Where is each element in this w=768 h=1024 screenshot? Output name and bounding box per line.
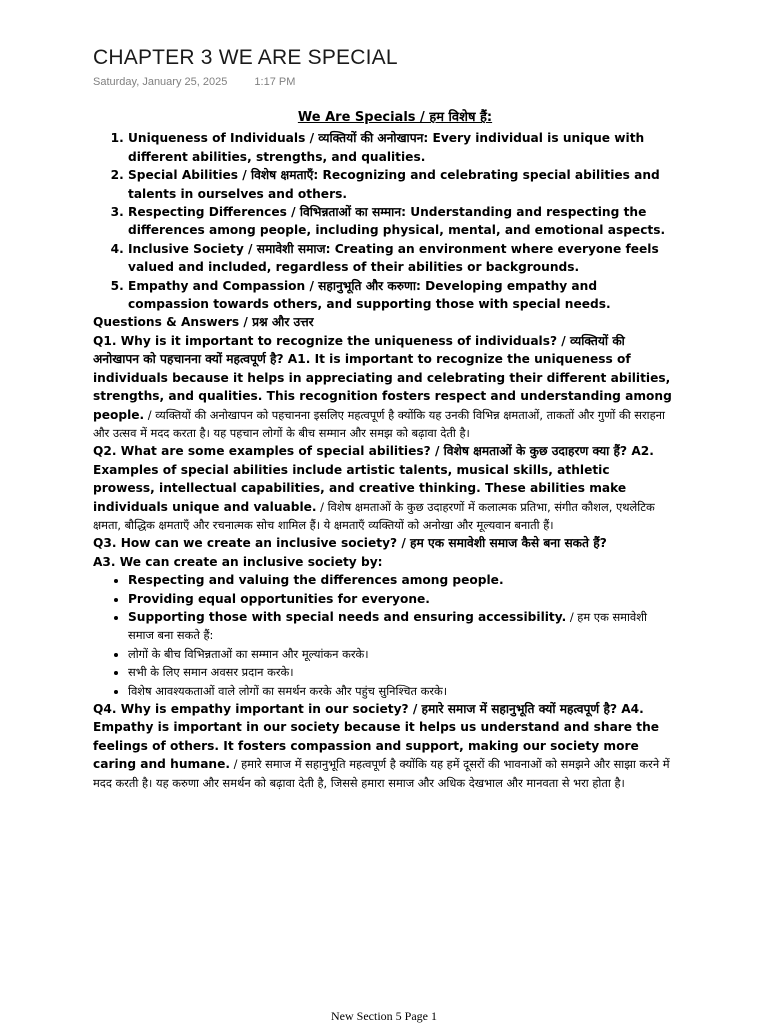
- page-date: Saturday, January 25, 2025: [93, 76, 228, 88]
- page-header: [93, 46, 398, 88]
- list-item: • सभी के लिए समान अवसर प्रदान करके।: [128, 663, 675, 681]
- list-item: 5. Empathy and Compassion / सहानुभूति और करुणा: Developing empathy and compassion towards others, and supporting those with special needs.: [128, 277, 675, 314]
- list-item: • Providing equal opportunities for everyone.: [128, 590, 675, 608]
- list-item: • लोगों के बीच विभिन्नताओं का सम्मान और मूल्यांकन करके।: [128, 645, 675, 663]
- list-item: • Respecting and valuing the differences among people.: [128, 571, 675, 589]
- qa-1-english: Q1. Why is it important to recognize the uniqueness of individuals? / व्यक्तियों की अनोखापन को पहचानना क्यों महत्वपूर्ण है? A1. It is important to recognize the uniqueness of individuals because it helps in appreciating and celebrating their different abilities, strengths, and qualities. This recognition fosters respect and understanding among people.: [93, 333, 672, 422]
- qa-2-english: Q2. What are some examples of special abilities? / विशेष क्षमताओं के कुछ उदाहरण क्या हैं? A2. Examples of special abilities include artistic talents, musical skills, athletic prowess, intellectual capabilities, and creative thinking. These abilities make individuals unique and valuable.: [93, 444, 654, 514]
- qa-3-question: Q3. How can we create an inclusive society? / हम एक समावेशी समाज कैसे बना सकते हैं?: [93, 536, 607, 551]
- qa-heading: Questions & Answers / प्रश्न और उत्तर: [93, 315, 314, 330]
- list-item: 4. Inclusive Society / समावेशी समाज: Creating an environment where everyone feels valued and included, regardless of their abilities or backgrounds.: [128, 240, 675, 277]
- list-item: 3. Respecting Differences / विभिन्नताओं का सम्मान: Understanding and respecting the differences among people, including physical, mental, and emotional aspects.: [128, 203, 675, 240]
- document-heading: We Are Specials / हम विशेष हैं:: [297, 110, 493, 125]
- bullet-english: Supporting those with special needs and ensuring accessibility.: [128, 609, 567, 624]
- list-item: 1. Uniqueness of Individuals / व्यक्तियों की अनोखापन: Every individual is unique with different abilities, strengths, and qualities.: [128, 129, 675, 166]
- qa-1-hindi: / व्यक्तियों की अनोखापन को पहचानना इसलिए महत्वपूर्ण है क्योंकि यह उनकी विभिन्न क्षमताओं, ताकतों और गुणों की सराहना और उत्सव में मदद करता है। यह पहचान लोगों के बीच सम्मान और समझ को बढ़ावा देती है।: [93, 407, 665, 440]
- list-item: • विशेष आवश्यकताओं वाले लोगों का समर्थन करके और पहुंच सुनिश्चित करके।: [128, 682, 675, 700]
- qa-block-1: [93, 332, 675, 442]
- key-points-list: [93, 129, 675, 313]
- qa-block-4: [93, 700, 675, 792]
- qa-block-2: [93, 442, 675, 534]
- qa-3-bullet-list: [93, 571, 675, 700]
- page-time: 1:17 PM: [254, 76, 296, 88]
- qa-4-english: Q4. Why is empathy important in our society? / हमारे समाज में सहानुभूति क्यों महत्वपूर्ण है? A4. Empathy is important in our society because it helps us understand and share the feelings of others. It fosters compassion and support, making our society more caring and humane.: [93, 702, 660, 772]
- note-content[interactable]: [93, 109, 675, 792]
- qa-4-hindi: / हमारे समाज में सहानुभूति महत्वपूर्ण है क्योंकि यह हमें दूसरों की भावनाओं को समझने और साझा करने में मदद करती है। यह करुणा और समर्थन को बढ़ावा देती है, जिससे हमारा समाज और अधिक देखभाल और मानवता से भरा होता है।: [93, 757, 670, 790]
- list-item: [128, 608, 675, 645]
- page-meta: [93, 76, 398, 88]
- qa-3-answer-intro: A3. We can create an inclusive society by:: [93, 554, 383, 569]
- page-title: CHAPTER 3 WE ARE SPECIAL: [93, 46, 398, 69]
- qa-2-hindi: / विशेष क्षमताओं के कुछ उदाहरणों में कलात्मक प्रतिभा, संगीत कौशल, एथलेटिक क्षमता, बौद्धिक क्षमताएँ और रचनात्मक सोच शामिल हैं। ये क्षमताएँ व्यक्तियों को अनोखा और मूल्यवान बनाती हैं।: [93, 499, 655, 532]
- list-item: 2. Special Abilities / विशेष क्षमताएँ: Recognizing and celebrating special abilities and talents in ourselves and others.: [128, 166, 675, 203]
- page-footer: New Section 5 Page 1: [331, 1009, 437, 1023]
- bullet-hindi: / हम एक समावेशी समाज बना सकते हैं:: [128, 609, 647, 643]
